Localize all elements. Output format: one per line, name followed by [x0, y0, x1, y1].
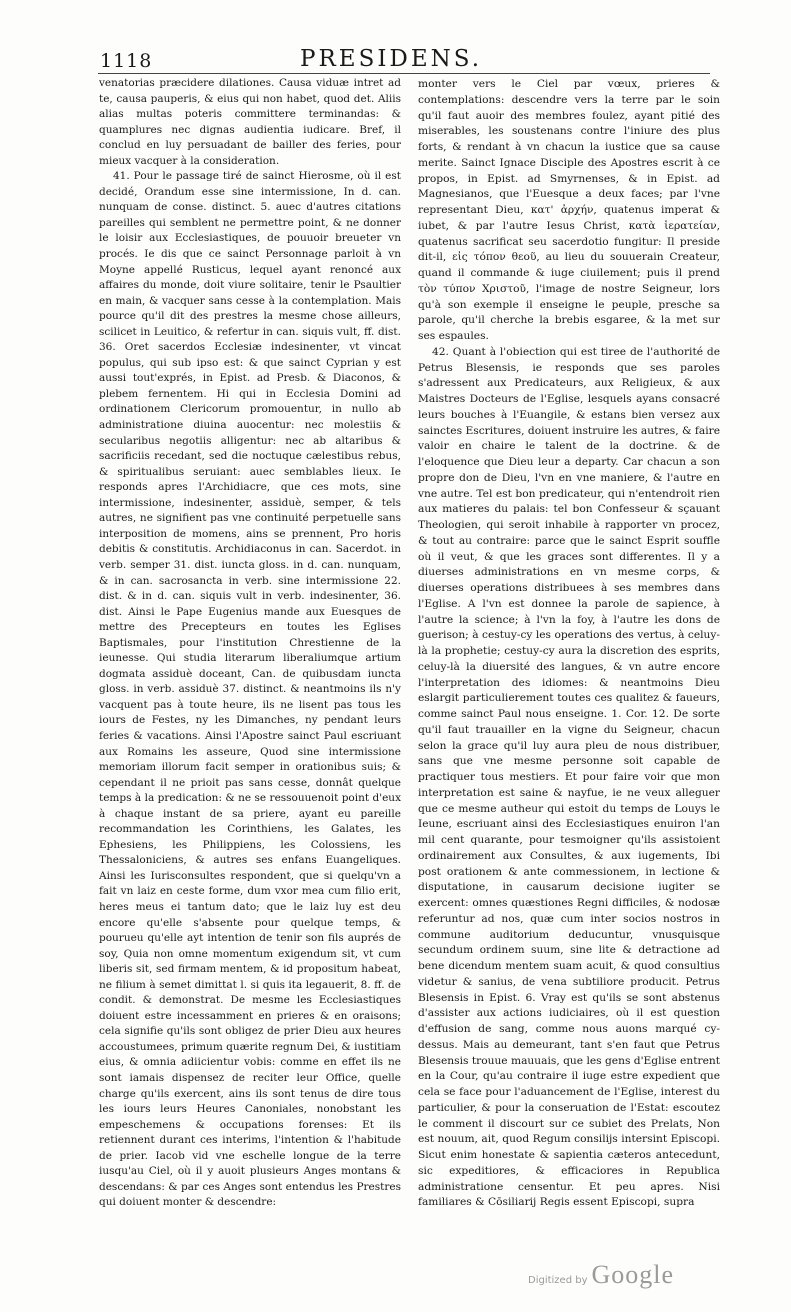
header-rule	[98, 73, 710, 74]
watermark-prefix: Digitized by	[528, 1275, 588, 1286]
left-paragraph-2: 41. Pour le passage tiré de sainct Hierosme, où il est decidé, Orandum esse sine intermissione, In d. can. nunquam de conse. distinct. 5. auec d'autres citations pareilles qui semblent ne permettre point, & ne donner le loisir aux Ecclesiastiques, de pouuoir breueter vn procés. Ie dis que ce sainct Personnage parloit à vn Moyne appellé Rusticus, lequel ayant renoncé aux affaires du monde, doit viure solitaire, tenir le Psaultier en main, & vacquer sans cesse à la contemplation. Mais pource qu'il dit des prestres la mesme chose ailleurs, scilicet in Leuitico, & refertur in can. siquis vult, ff. dist. 36. Oret sacerdos Ecclesiæ indesinenter, vt vincat populus, qui sub ipso est: & que sainct Cyprian y est aussi tout'exprés, in Epist. ad Presb. & Diaconos, & plebem fernentem. Hi qui in Ecclesia Domini ad ordinationem Clericorum promouentur, in nullo ab administratione diuina auocentur: nec molestiis & secularibus negotiis alligentur: nec ab altaribus & sacrificiis recedant, sed die noctuque cælestibus rebus, & spiritualibus seruiant: auec semblables lieux. Ie responds apres l'Archidiacre, que ces mots, sine intermissione, indesinenter, assiduè, semper, & tels autres, ne signifient pas vne continuité perpetuelle sans interposition de momens, ains se prennent, Pro horis debitis & constitutis. Archidiaconus in can. Sacerdot. in verb. semper 31. dist. iuncta gloss. in d. can. nunquam, & in can. sacrosancta in verb. sine intermissione 22. dist. & in d. can. siquis vult in verb. indesinenter, 36. dist. Ainsi le Pape Eugenius mande aux Euesques de mettre des Precepteurs en toutes les Eglises Baptismales, pour l'institution Chrestienne de la ieunesse. Qui studia literarum liberaliumque artium dogmata assiduè doceant, Can. de quibusdam iuncta gloss. in verb. assiduè 37. distinct. & neantmoins ils n'y vacquent pas à toute heure, ils ne lisent pas tous les iours de Festes, ny les Dimanches, ny pendant leurs feries & vacations. Ainsi l'Apostre sainct Paul escriuant aux Romains les asseure, Quod sine intermissione memoriam illorum facit semper in orationibus suis; & cependant il ne prioit pas sans cesse, donnât quelque temps à la predication: & ne se ressouuenoit point d'eux à chaque instant de sa priere, ayant eu pareille recommandation les Corinthiens, les Galates, les Ephesiens, les Philippiens, les Colossiens, les Thessaloniciens, & autres ses enfans Euangeliques. Ainsi les Iurisconsultes respondent, que si quelqu'vn a fait vn laiz en ceste forme, dum vxor mea cum filio erit, heres meus ei tantum dato; que le laiz luy est deu encore qu'elle s'absente pour quelque temps, & pourueu qu'elle ayt intention de tenir son fils auprés de soy, Quia non omne momentum exigendum sit, vt cum liberis sit, sed firmam mentem, & id propositum habeat, ne filium à semet dimittat l. si quis ita legauerit, 8. ff. de condit. & demonstrat. De mesme les Ecclesiastiques doiuent estre incessamment en prieres & en oraisons; cela signifie qu'ils sont obligez de prier Dieu aux heures accoustumees, primum quærite regnum Dei, & iustitiam eius, & omnia adiicientur vobis: comme en effet ils ne sont iamais dispensez de reciter leur Office, quelle charge qu'ils exercent, ains ils sont tenus de dire tous les iours leurs Heures Canoniales, nonobstant les empeschemens & occupations forenses: Et ils retiennent durant ces interims, l'intention & l'habitude de prier. Iacob vid vne eschelle longue de la terre iusqu'au Ciel, où il y auoit plusieurs Anges montans & descendans: & par ces Anges sont entendus les Prestres qui doiuent monter & descendre:	[99, 170, 401, 1209]
page-number: 1118	[100, 50, 153, 72]
watermark-logo: Google	[591, 1260, 675, 1289]
digitization-watermark	[528, 1260, 674, 1290]
right-paragraph-2: 42. Quant à l'obiection qui est tiree de l'authorité de Petrus Blesensis, ie responds que ses paroles s'adressent aux Predicateurs, aux Religieux, & aux Maistres Docteurs de l'Eglise, lesquels ayans consacré leurs bouches à l'Euangile, & estans bien versez aux sainctes Escritures, doiuent instruire les autres, & faire valoir en chaire le talent de la doctrine. & de l'eloquence que Dieu leur a departy. Car chacun a son propre don de Dieu, l'vn en vne maniere, & l'autre en vne autre. Tel est bon predicateur, qui n'entendroit rien aux matieres du palais: tel bon Confesseur & sçauant Theologien, qui seroit inhabile à rapporter vn procez, & tout au contraire: parce que le sainct Esprit souffle où il veut, & que les graces sont differentes. Il y a diuerses administrations en vn mesme corps, & diuerses operations distribuees à ses membres dans l'Eglise. A l'vn est donnee la parole de sapience, à l'autre la science; à l'vn la foy, à l'autre les dons de guerison; à cestuy-cy les operations des vertus, à celuy-là la prophetie; cestuy-cy aura la discretion des esprits, celuy-là la diuersité des langues, & vn autre encore l'interpretation des idiomes: & neantmoins Dieu eslargit particulierement toutes ces qualitez & faueurs, comme sainct Paul nous enseigne. 1. Cor. 12. De sorte qu'il faut trauailler en la vigne du Seigneur, chacun selon la grace qu'il luy aura pleu de nous distribuer, sans que vne mesme personne soit capable de practiquer tous mestiers. Et pour faire voir que mon interpretation est saine & nayfue, ie ne veux alleguer que ce mesme autheur qui estoit du temps de Louys le Ieune, escriuant ainsi des Ecclesiastiques enuiron l'an mil cent quarante, pour tesmoigner qu'ils assistoient ordinairement aux Consultes, & aux iugements, Ibi post orationem & ante commessionem, in lectione & disputatione, in causarum decisione iugiter se exercent: omnes quæstiones Regni difficiles, & nodosæ referuntur ad nos, quæ cum inter socios nostros in commune auditorium deducuntur, vnusquisque secundum ordinem suum, sine lite & detractione ad bene dicendum mentem suam acuit, & quod consultius videtur & sanius, de vena subtiliore producit. Petrus Blesensis in Epist. 6. Vray est qu'ils se sont abstenus d'assister aux actions iudiciaires, où il est question d'effusion de sang, comme nous auons marqué cy-dessus. Mais au demeurant, tant s'en faut que Petrus Blesensis trouue mauuais, que les gens d'Eglise entrent en la Cour, qu'au contraire il iuge estre expedient que cela se face pour l'aduancement de l'Eglise, interest du particulier, & pour la conseruation de l'Estat: escoutez le comment il discourt sur ce subiet des Prelats, Non est nouum, ait, quod Regum consilijs intersint Episcopi. Sicut enim honestate & sapientia cæteros antecedunt, sic expeditiores, & efficaciores in Republica administratione censentur. Et peu apres. Nisi familiares & Cōsiliarij Regis essent Episcopi, supra	[418, 344, 720, 1209]
running-title: PRESIDENS.	[300, 46, 483, 72]
left-column	[99, 76, 401, 1211]
right-column	[418, 76, 720, 1210]
left-paragraph-1: venatorias præcidere dilationes. Causa viduæ intret ad te, causa pauperis, & eius qui non habet, quod det. Aliis alias multas poteris committere terminandas: & quamplures nec dignas audientia iudicare. Bref, il conclud en luy persuadant de bailler des feries, pour mieux vacquer à la consideration.	[99, 77, 401, 167]
right-paragraph-1: monter vers le Ciel par vœux, prieres & contemplations: descendre vers la terre par le soin qu'il faut auoir des membres foulez, ayant pitié des miserables, les soustenans contre l'iniure des plus forts, & rendant à vn chacun la iustice que sa cause merite. Sainct Ignace Disciple des Apostres escrit à ce propos, in Epist. ad Smyrnenses, & in Epist. ad Magnesianos, que l'Euesque a deux faces; par l'vne representant Dieu, κατ' ἀρχήν, quatenus imperat & iubet, & par l'autre Iesus Christ, κατὰ ἱερατείαν, quatenus sacrificat seu sacerdotio fungitur: Il preside dit-il, εἰς τόπον θεοῦ, au lieu du souuerain Createur, quand il commande & iuge ciuilement; puis il prend τὸν τύπον Χριστοῦ, l'image de nostre Seigneur, lors qu'à son exemple il enseigne le peuple, presche sa parole, qu'il cherche la brebis esgaree, & la met sur ses espaules.	[418, 77, 720, 342]
